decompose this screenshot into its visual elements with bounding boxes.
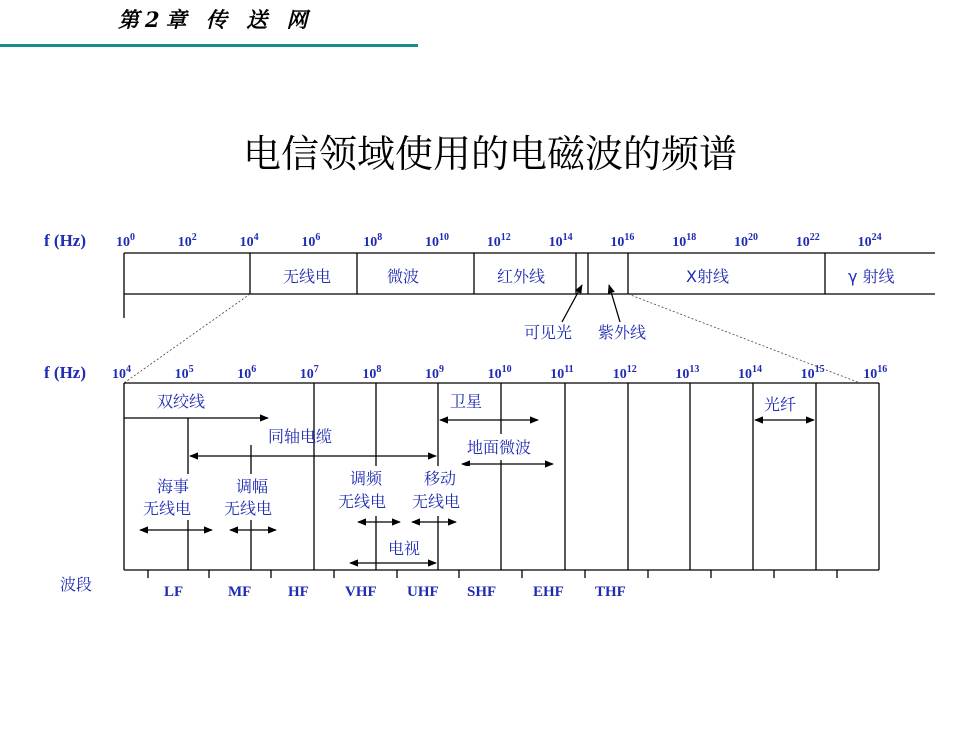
band-label-thf: THF: [595, 584, 626, 600]
bottom-tick-label: $10^{16}$: [863, 364, 888, 382]
bottom-tick-label: $10^{11}$: [550, 364, 574, 382]
band-labels: [164, 584, 626, 600]
top-axis-ticks: [116, 232, 882, 250]
terrestrial-microwave-label: 地面微波: [467, 438, 532, 457]
top-tick-label: $10^{14}$: [548, 232, 573, 250]
segment-radio: 无线电: [283, 267, 332, 286]
satellite-label: 卫星: [450, 392, 483, 411]
bottom-tick-label: $10^{14}$: [738, 364, 762, 382]
top-tick-label: $10^{16}$: [610, 232, 635, 250]
band-label-shf: SHF: [467, 584, 497, 600]
bottom-tick-label: $10^5$: [174, 364, 194, 382]
page-title: 电信领域使用的电磁波的频谱: [242, 132, 737, 176]
band-ticks: [148, 570, 837, 578]
band-label-vhf: VHF: [345, 584, 377, 600]
top-tick-label: $10^2$: [177, 232, 197, 250]
top-tick-label: $10^{24}$: [857, 232, 882, 250]
bottom-tick-label: $10^7$: [299, 364, 319, 382]
top-tick-label: $10^0$: [116, 232, 135, 250]
fiber-label: 光纤: [764, 395, 797, 414]
visible-light-label: 可见光: [524, 323, 573, 342]
bottom-tick-label: $10^6$: [237, 364, 257, 382]
ultraviolet-pointer: [609, 285, 620, 322]
coax-label: 同轴电缆: [268, 427, 333, 446]
band-label-uhf: UHF: [407, 584, 439, 600]
bottom-tick-label: $10^4$: [112, 364, 131, 382]
twisted-pair-label: 双绞线: [157, 392, 206, 411]
mobile-radio-line1: 移动: [424, 469, 457, 488]
top-tick-label: $10^{12}$: [486, 232, 511, 250]
tv-label: 电视: [388, 539, 421, 558]
am-radio-line1: 调幅: [236, 477, 269, 496]
segment-gamma: γ 射线: [848, 267, 895, 286]
bottom-tick-label: $10^{13}$: [675, 364, 700, 382]
maritime-radio-line1: 海事: [157, 477, 190, 496]
top-tick-label: $10^{20}$: [734, 232, 758, 250]
band-label-mf: MF: [228, 584, 252, 600]
segment-infrared: 红外线: [497, 267, 546, 286]
fm-radio-line2: 无线电: [338, 492, 387, 511]
top-tick-label: $10^8$: [363, 232, 383, 250]
top-tick-label: $10^{18}$: [672, 232, 697, 250]
top-tick-label: $10^6$: [301, 232, 321, 250]
visible-light-pointer: [562, 285, 582, 322]
segment-xray: X射线: [686, 267, 729, 286]
am-radio-line2: 无线电: [224, 499, 273, 518]
bottom-tick-label: $10^{10}$: [487, 364, 512, 382]
top-tick-label: $10^{22}$: [795, 232, 820, 250]
bottom-tick-label: $10^9$: [425, 364, 444, 382]
maritime-radio-line2: 无线电: [143, 499, 192, 518]
fm-radio-line1: 调频: [350, 469, 383, 488]
bottom-tick-label: $10^{12}$: [612, 364, 637, 382]
bottom-tick-label: $10^8$: [362, 364, 382, 382]
band-label-lf: LF: [164, 584, 184, 600]
top-tick-label: $10^4$: [239, 232, 259, 250]
band-label-hf: HF: [288, 584, 309, 600]
band-axis-label: 波段: [60, 575, 93, 594]
bottom-axis-label: f (Hz): [44, 363, 87, 382]
chapter-heading: 第2章 传 送 网: [118, 7, 314, 32]
mobile-radio-line2: 无线电: [412, 492, 461, 511]
top-axis-label: f (Hz): [44, 231, 87, 250]
ultraviolet-label: 紫外线: [598, 323, 647, 342]
bottom-axis-ticks: [112, 364, 887, 382]
bottom-tick-label: $10^{15}$: [800, 364, 825, 382]
top-tick-label: $10^{10}$: [425, 232, 449, 250]
segment-microwave: 微波: [387, 267, 420, 286]
band-label-ehf: EHF: [533, 584, 564, 600]
